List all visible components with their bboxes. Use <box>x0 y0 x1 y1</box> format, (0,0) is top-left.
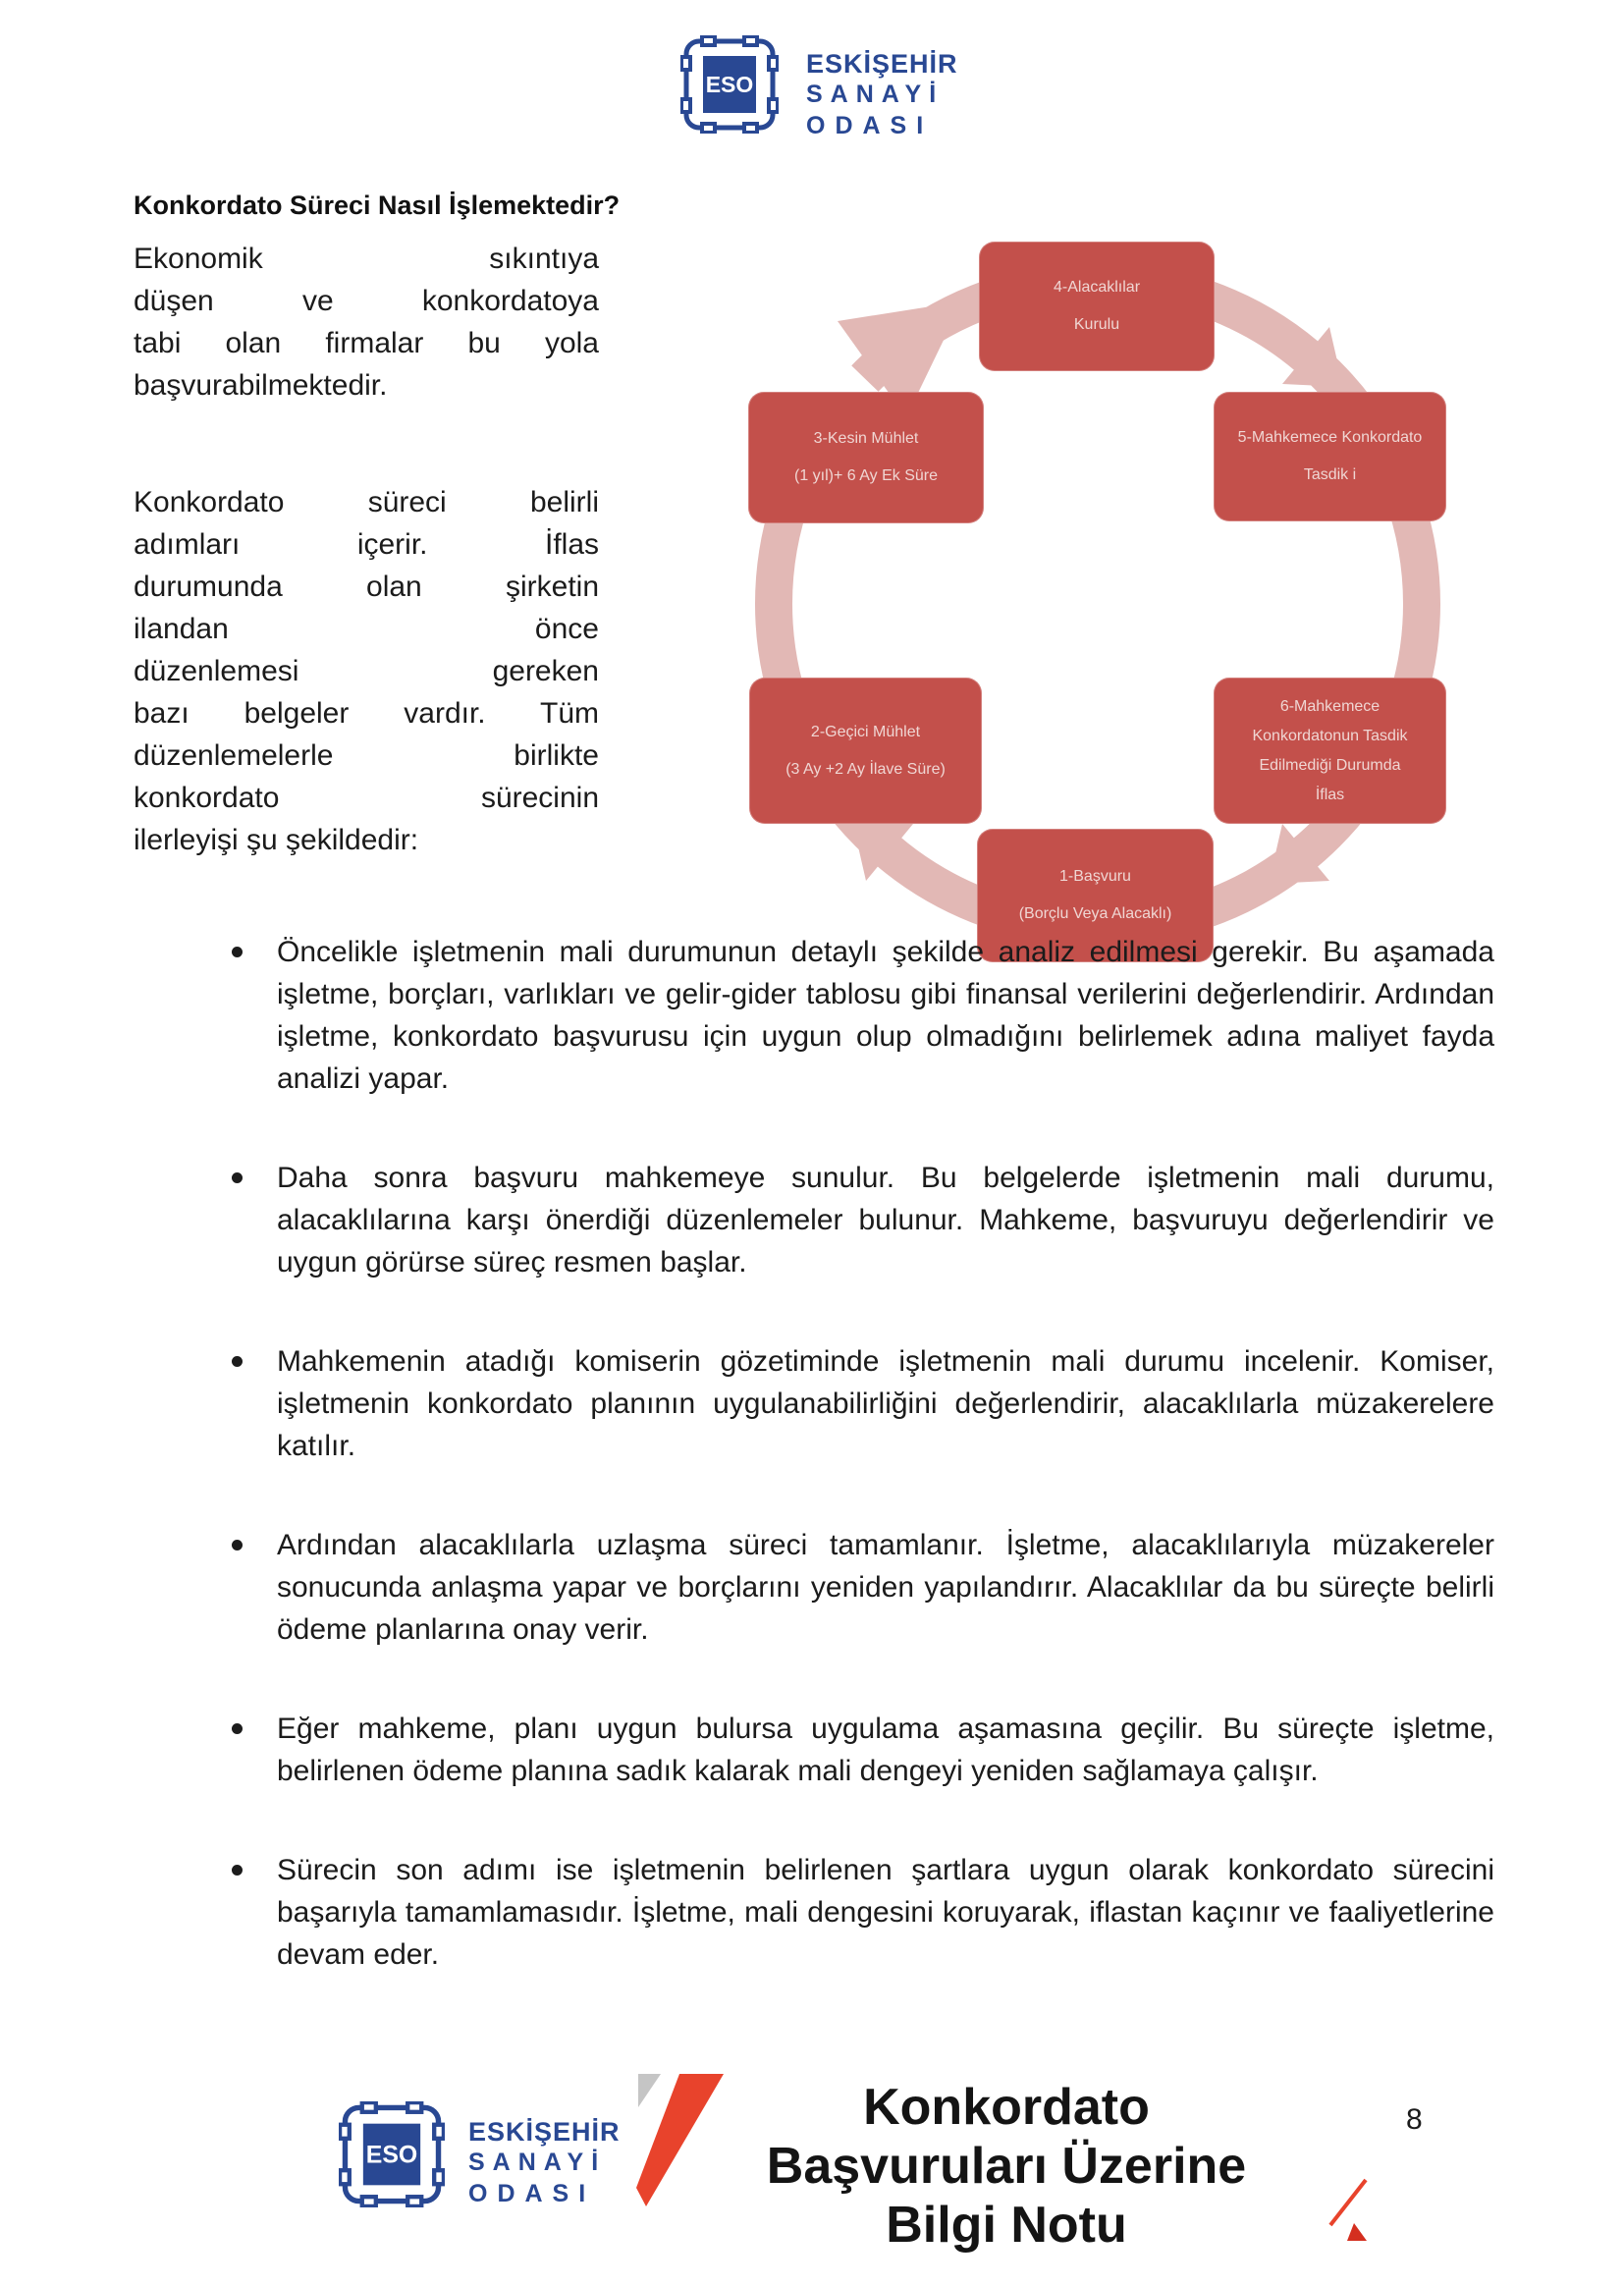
list-item: Eğer mahkeme, planı uygun bulursa uygulama aşamasına geçilir. Bu süreçte işletme, belirlenen ödeme planına sadık kalarak mali dengeyi yeniden sağlamaya çalışır. <box>228 1708 1494 1792</box>
cycle-step-2-gecici-muhlet: 2-Geçici Mühlet (3 Ay +2 Ay İlave Süre) <box>749 678 982 824</box>
page-title: Konkordato Süreci Nasıl İşlemektedir? <box>134 190 621 220</box>
corner-slash-icon <box>1324 2172 1373 2251</box>
intro-paragraph-2: Konkordato süreci belirli adımları içerir. İflas durumunda olan şirketin ilandan önce düzenlemesi gereken bazı belgeler vardır. Tüm düzenlemelerle birlikte konkordato sürecinin ilerleyişi şu şekildedir: <box>134 486 599 856</box>
footer-document-title: Konkordato Başvuruları Üzerine Bilgi Notu <box>766 2079 1247 2254</box>
eso-header-logo <box>680 35 958 141</box>
bullet-dot-icon <box>232 1723 243 1734</box>
eso-org-name <box>806 49 958 141</box>
org-line-1: ESKİŞEHİR <box>468 2117 621 2147</box>
org-line-3: ODASI <box>468 2180 596 2207</box>
eso-emblem-icon <box>339 2101 445 2212</box>
org-line-2: SANAYİ <box>468 2149 607 2176</box>
svg-text:ESO: ESO <box>705 72 754 97</box>
intro-column <box>134 238 599 861</box>
list-item: Sürecin son adımı ise işletmenin belirlenen şartlara uygun olarak konkordato sürecini başarıyla tamamlamasıdır. İşletme, mali dengesini koruyarak, iflastan kaçınır ve faaliyetlerine devam eder. <box>228 1849 1494 1976</box>
bullet-dot-icon <box>232 1172 243 1183</box>
process-bullet-list <box>228 931 1494 2033</box>
bullet-dot-icon <box>232 1356 243 1367</box>
bullet-dot-icon <box>232 1865 243 1876</box>
konkordato-cycle-diagram <box>741 231 1458 977</box>
page-number: 8 <box>1406 2103 1423 2136</box>
list-item: Daha sonra başvuru mahkemeye sunulur. Bu belgelerde işletmenin mali durumu, alacaklılarına karşı önerdiği düzenlemeler bulunur. Mahkeme, başvuruyu değerlendirir ve uygun görürse süreç resmen başlar. <box>228 1157 1494 1283</box>
org-line-2: SANAYİ <box>806 81 945 108</box>
svg-text:ESO: ESO <box>365 2142 418 2169</box>
cycle-step-5-mahkemece-tasdik: 5-Mahkemece Konkordato Tasdik i <box>1214 392 1446 521</box>
org-line-3: ODASI <box>806 112 934 139</box>
cycle-step-4-alacaklilar-kurulu: 4-Alacaklılar Kurulu <box>979 242 1215 371</box>
bullet-dot-icon <box>232 1540 243 1551</box>
list-item: Öncelikle işletmenin mali durumunun detaylı şekilde analiz edilmesi gerekir. Bu aşamada işletme, borçları, varlıkları ve gelir-gider tablosu gibi finansal verilerini değerlendirir. Ardından işletme, konkordato başvurusu için uygun olup olmadığını belirlemek adına maliyet fayda analizi yapar. <box>228 931 1494 1100</box>
list-item: Mahkemenin atadığı komiserin gözetiminde işletmenin mali durumu incelenir. Komiser, işletmenin konkordato planının uygulanabilirliğini değerlendirir, alacaklılarla müzakerelere katılır. <box>228 1340 1494 1467</box>
list-item: Ardından alacaklılarla uzlaşma süreci tamamlanır. İşletme, alacaklılarıyla müzakereler sonucunda anlaşma yapar ve borçlarını yeniden yapılandırır. Alacaklılar da bu süreçte belirli ödeme planlarına onay verir. <box>228 1524 1494 1651</box>
eso-emblem-icon <box>680 35 779 138</box>
cycle-step-3-kesin-muhlet: 3-Kesin Mühlet (1 yıl)+ 6 Ay Ek Süre <box>748 392 984 523</box>
cycle-step-6-tasdik-edilmedigi-iflas: 6-Mahkemece Konkordatonun Tasdik Edilmediği Durumda İflas <box>1214 678 1446 824</box>
eso-footer-logo <box>339 2101 621 2212</box>
eso-org-name <box>468 2117 621 2209</box>
org-line-1: ESKİŞEHİR <box>806 49 958 79</box>
cycle-step-1-basvuru: 1-Başvuru (Borçlu Veya Alacaklı) <box>977 829 1214 962</box>
intro-paragraph-1: Ekonomik sıkıntıya düşen ve konkordatoya tabi olan firmalar bu yola başvurabilmektedir. <box>134 243 599 402</box>
bullet-dot-icon <box>232 947 243 957</box>
